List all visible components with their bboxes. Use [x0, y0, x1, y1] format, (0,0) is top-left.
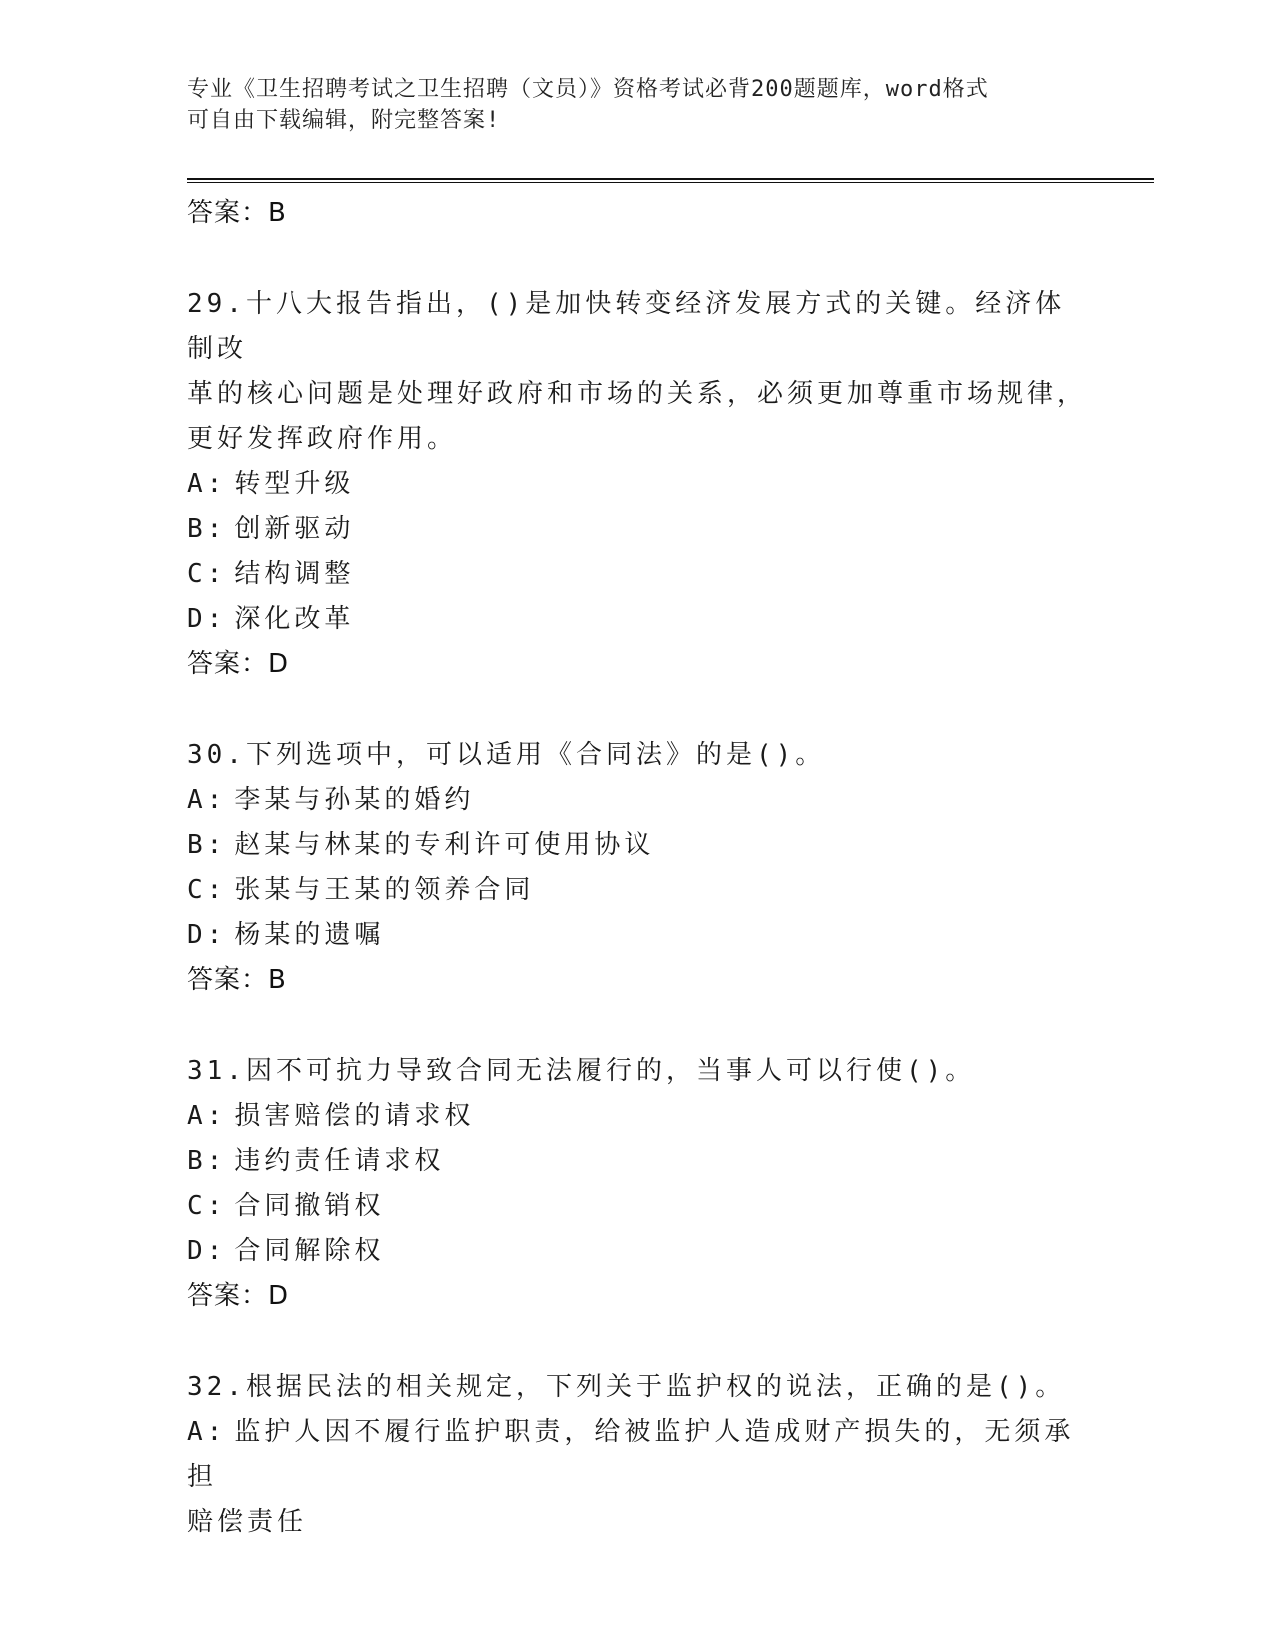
option-text: 转型升级 [234, 469, 355, 499]
answer-line: 答案：B [187, 965, 287, 995]
option-text: 张某与王某的领养合同 [234, 875, 535, 905]
option-label: D: [187, 604, 227, 634]
option-line [187, 913, 1087, 958]
document-body [187, 191, 1087, 1545]
option-label: C: [187, 559, 227, 589]
option-line [187, 1094, 1087, 1139]
question-stem-line: 31.因不可抗力导致合同无法履行的，当事人可以行使()。 [187, 1056, 976, 1086]
option-line [187, 462, 1087, 507]
header-line-2: 可自由下载编辑，附完整答案! [187, 108, 501, 133]
question-stem-line: 革的核心问题是处理好政府和市场的关系，必须更加尊重市场规律， [187, 379, 1088, 409]
option-text: 合同解除权 [234, 1236, 385, 1266]
option-label: A: [187, 1101, 227, 1131]
answer-line: 答案：D [187, 1281, 290, 1311]
option-label: C: [187, 1191, 227, 1221]
question-block [187, 1365, 1087, 1545]
option-text: 结构调整 [234, 559, 355, 589]
option-label: A: [187, 1417, 227, 1447]
question-stem-line: 32.根据民法的相关规定，下列关于监护权的说法，正确的是()。 [187, 1372, 1066, 1402]
option-line [187, 1139, 1087, 1184]
question-stem-line: 更好发挥政府作用。 [187, 424, 458, 454]
option-text: 合同撤销权 [234, 1191, 385, 1221]
option-line [187, 507, 1087, 552]
option-text: 深化改革 [234, 604, 355, 634]
option-line [187, 778, 1087, 823]
option-label: B: [187, 1146, 227, 1176]
header-divider [187, 178, 1154, 183]
option-label: C: [187, 875, 227, 905]
option-label: A: [187, 785, 227, 815]
option-text: 赵某与林某的专利许可使用协议 [234, 830, 655, 860]
answer-line: 答案：D [187, 649, 290, 679]
option-label: D: [187, 1236, 227, 1266]
option-line [187, 1500, 1087, 1545]
option-text: 创新驱动 [234, 514, 355, 544]
option-line [187, 1229, 1087, 1274]
option-text: 损害赔偿的请求权 [234, 1101, 475, 1131]
option-text: 赔偿责任 [187, 1507, 308, 1537]
option-line [187, 1184, 1087, 1229]
question-list [187, 282, 1087, 1545]
option-line [187, 868, 1087, 913]
question-stem-line: 29.十八大报告指出，()是加快转变经济发展方式的关键。经济体制改 [187, 289, 1066, 364]
option-line [187, 823, 1087, 868]
option-line [187, 552, 1087, 597]
option-line [187, 597, 1087, 642]
option-label: B: [187, 514, 227, 544]
option-line [187, 1410, 1087, 1500]
option-text: 李某与孙某的婚约 [234, 785, 475, 815]
option-text: 监护人因不履行监护职责，给被监护人造成财产损失的，无须承担 [187, 1417, 1075, 1492]
question-block [187, 733, 1087, 1003]
question-stem-line: 30.下列选项中，可以适用《合同法》的是()。 [187, 740, 826, 770]
answer-line: 答案：B [187, 198, 287, 228]
option-label: B: [187, 830, 227, 860]
page-header [187, 74, 1067, 136]
option-label: D: [187, 920, 227, 950]
option-text: 违约责任请求权 [234, 1146, 445, 1176]
question-block [187, 282, 1087, 687]
option-label: A: [187, 469, 227, 499]
header-line-1: 专业《卫生招聘考试之卫生招聘（文员）》资格考试必背200题题库，word格式 [187, 77, 989, 102]
question-block [187, 1049, 1087, 1319]
option-text: 杨某的遗嘱 [234, 920, 385, 950]
